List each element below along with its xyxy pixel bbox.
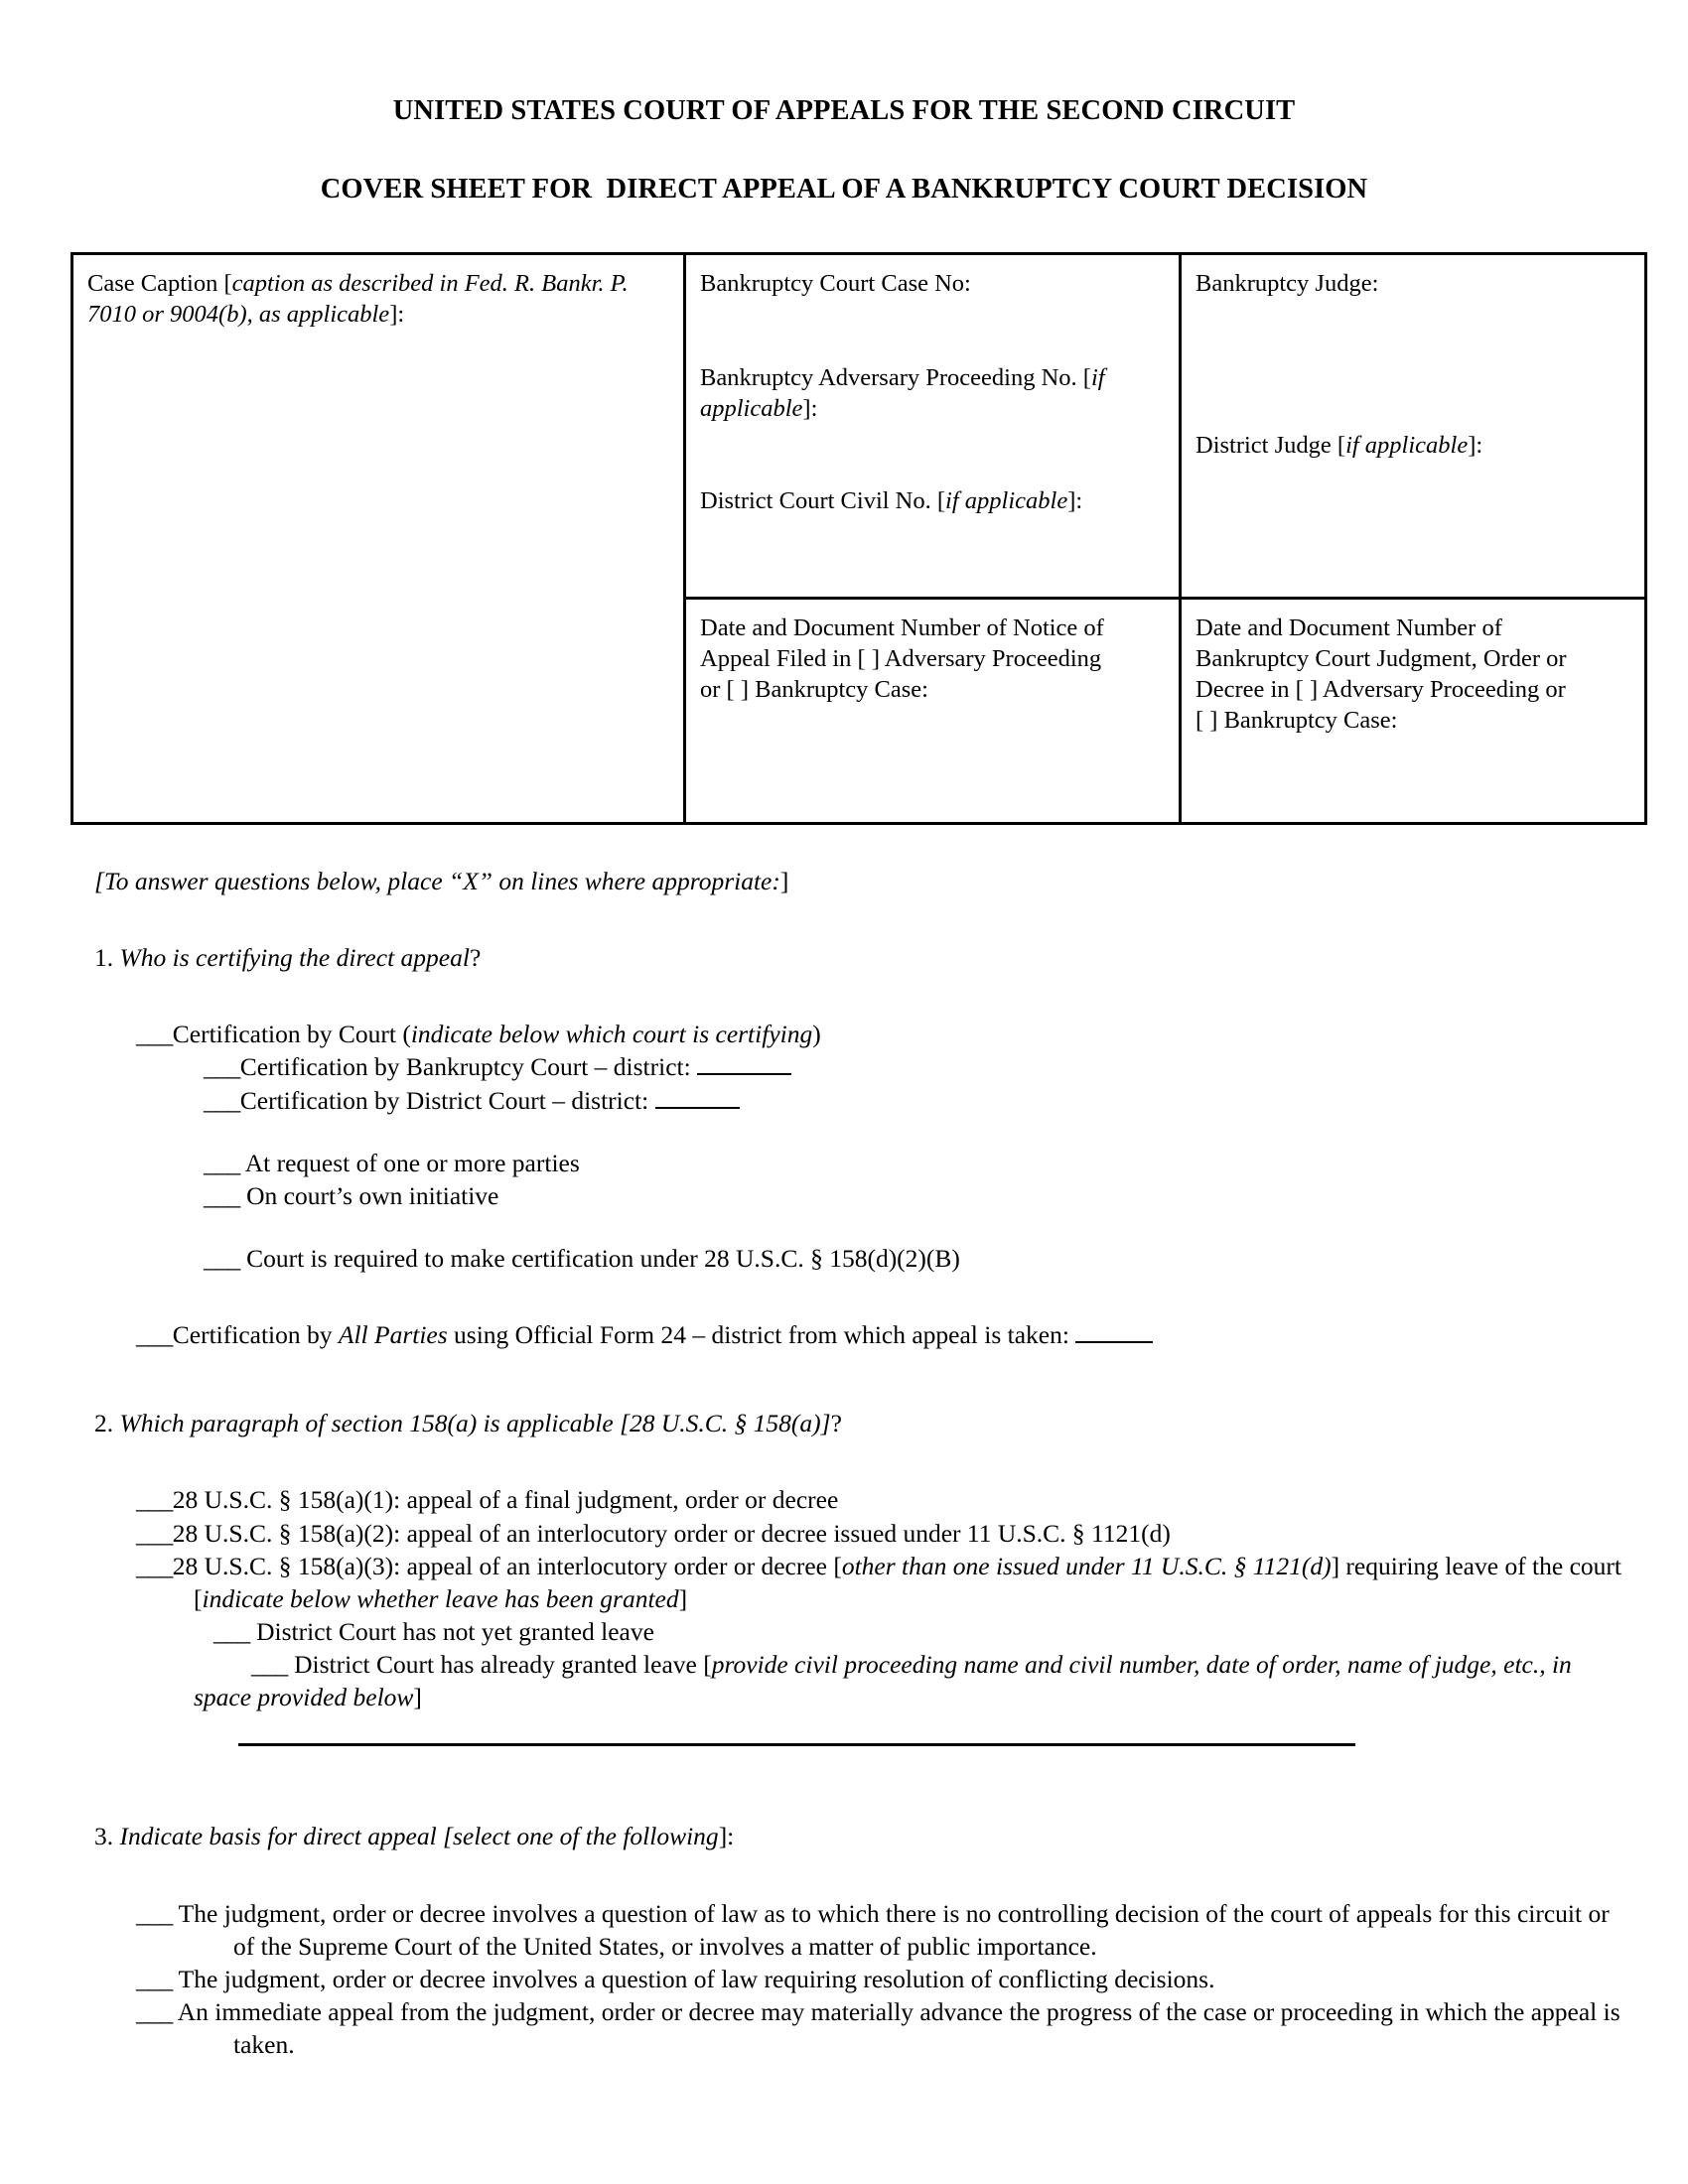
district-judge-italic: if applicable — [1345, 431, 1469, 459]
cert-bankruptcy-text: Certification by Bankruptcy Court – district: — [239, 1052, 691, 1082]
bankruptcy-case-no-label: Bankruptcy Court Case No: — [700, 270, 971, 297]
basis-1-blank[interactable]: ___ — [136, 1898, 173, 1928]
option-own-initiative[interactable] — [94, 1179, 1628, 1212]
title-block — [0, 0, 1688, 205]
spacer — [94, 1212, 1628, 1242]
cell-notice-of-appeal[interactable] — [685, 599, 1181, 824]
already-granted-tail: ] — [413, 1683, 422, 1712]
case-caption-table — [70, 252, 1647, 825]
form-body — [0, 825, 1688, 2061]
q3-number: 3. — [94, 1822, 120, 1851]
question-1-heading — [94, 941, 1628, 974]
own-initiative-blank[interactable]: ___ — [204, 1180, 240, 1210]
option-basis-3[interactable] — [94, 1995, 1628, 2061]
at-request-text: At request of one or more parties — [244, 1148, 580, 1177]
adversary-proceeding-no-label — [700, 363, 1167, 425]
already-granted-blank[interactable]: ___ — [251, 1650, 288, 1680]
q2-tail: ? — [830, 1409, 842, 1438]
adversary-italic: if applicable — [700, 363, 1105, 422]
at-request-blank[interactable]: ___ — [204, 1148, 240, 1177]
cell-judges[interactable] — [1181, 254, 1646, 599]
option-at-request-of-parties[interactable] — [94, 1147, 1628, 1179]
cert-bankruptcy-blank[interactable]: ___ — [204, 1052, 240, 1082]
option-certification-district-court[interactable] — [94, 1084, 1628, 1117]
cert-by-court-tail: ) — [812, 1020, 821, 1049]
option-basis-2[interactable] — [94, 1963, 1628, 1995]
basis-3-blank[interactable]: ___ — [136, 1996, 173, 2026]
cert-district-blank[interactable]: ___ — [204, 1085, 240, 1115]
cert-all-parties-blank[interactable]: ___ — [136, 1320, 173, 1350]
q1-tail: ? — [469, 943, 482, 973]
cert-by-court-blank[interactable]: ___ — [136, 1020, 173, 1049]
case-caption-label-tail: ]: — [389, 300, 405, 328]
basis-2-text: The judgment, order or decree involves a question of law requiring resolution of conflicting decisions. — [178, 1964, 1215, 1993]
case-caption-label-lead: Case Caption [ — [87, 270, 232, 297]
basis-3-text: An immediate appeal from the judgment, order or decree may materially advance the progress of the case or proceeding in which the appeal is taken. — [177, 1996, 1620, 2060]
option-certification-bankruptcy-court[interactable] — [94, 1050, 1628, 1083]
item-158a3-blank[interactable]: ___ — [136, 1551, 173, 1580]
judgment-line-3: Decree in [ ] Adversary Proceeding or — [1196, 675, 1566, 703]
option-158a1[interactable] — [94, 1483, 1628, 1516]
question-2-heading — [94, 1407, 1628, 1439]
item-158a3-mid: ] requiring leave of the court [ — [194, 1551, 1621, 1613]
q3-tail: ]: — [718, 1822, 735, 1851]
judgment-line-4: [ ] Bankruptcy Case: — [1196, 706, 1398, 734]
district-judge-tail: ]: — [1468, 431, 1483, 459]
spacer — [94, 897, 1628, 941]
item-158a3-lead: 28 U.S.C. § 158(a)(3): appeal of an interlocutory order or decree [ — [172, 1551, 842, 1580]
spacer — [94, 1117, 1628, 1147]
basis-2-blank[interactable]: ___ — [136, 1964, 173, 1993]
table-row — [72, 254, 1646, 599]
item-158a1-text: 28 U.S.C. § 158(a)(1): appeal of a final judgment, order or decree — [172, 1485, 839, 1515]
spacer — [94, 974, 1628, 1018]
spacer — [700, 300, 1167, 363]
spacer — [94, 1802, 1628, 1820]
instruction-line — [94, 865, 1628, 897]
district-civil-italic: if applicable — [945, 486, 1068, 514]
item-158a3-italic-2: indicate below whether leave has been granted — [202, 1583, 679, 1613]
item-158a3-tail: ] — [678, 1583, 688, 1613]
cert-district-district-blank[interactable] — [655, 1091, 740, 1109]
q2-italic: Which paragraph of section 158(a) is applicable [28 U.S.C. § 158(a)] — [119, 1409, 831, 1438]
cert-by-court-italic: indicate below which court is certifying — [410, 1020, 813, 1049]
option-158a2[interactable] — [94, 1517, 1628, 1550]
cert-district-text: Certification by District Court – district: — [239, 1085, 649, 1115]
instruction-italic: [To answer questions below, place “X” on lines where appropriate: — [94, 867, 780, 895]
notice-line-3: or [ ] Bankruptcy Case: — [700, 675, 928, 703]
spacer — [94, 1275, 1628, 1318]
spacer — [94, 1853, 1628, 1897]
option-leave-not-yet-granted[interactable] — [94, 1615, 1628, 1648]
district-civil-no-label — [700, 486, 1167, 517]
cell-case-numbers[interactable] — [685, 254, 1181, 599]
cert-all-parties-tail: using Official Form 24 – district from which appeal is taken: — [447, 1320, 1069, 1350]
item-158a1-blank[interactable]: ___ — [136, 1485, 173, 1515]
instruction-tail: ] — [779, 867, 789, 895]
cert-all-parties-lead: Certification by — [172, 1320, 339, 1350]
page-subtitle: COVER SHEET FOR DIRECT APPEAL OF A BANKRUPTCY COURT DECISION — [320, 174, 1368, 205]
district-judge-label — [1196, 431, 1632, 462]
option-158a3[interactable] — [94, 1550, 1628, 1615]
spacer — [1196, 300, 1632, 431]
notice-line-2: Appeal Filed in [ ] Adversary Proceeding — [700, 644, 1102, 672]
item-158a2-text: 28 U.S.C. § 158(a)(2): appeal of an interlocutory order or decree issued under 11 U.S.C. § 1121(d) — [172, 1518, 1171, 1548]
item-158a2-blank[interactable]: ___ — [136, 1518, 173, 1548]
spacer — [700, 425, 1167, 486]
basis-1-text: The judgment, order or decree involves a question of law as to which there is no controlling decision of the court of appeals for this circuit or of the Supreme Court of the United States, or involves a matter of public importance. — [178, 1898, 1610, 1961]
not-yet-granted-blank[interactable]: ___ — [213, 1616, 250, 1646]
own-initiative-text: On court’s own initiative — [246, 1180, 499, 1210]
caption-table-container — [70, 205, 1618, 825]
spacer — [94, 1439, 1628, 1483]
not-yet-granted-text: District Court has not yet granted leave — [256, 1616, 654, 1646]
question-3-heading — [94, 1820, 1628, 1852]
district-judge-lead: District Judge [ — [1196, 431, 1346, 459]
option-leave-already-granted[interactable] — [94, 1648, 1628, 1713]
required-cert-text: Court is required to make certification under 28 U.S.C. § 158(d)(2)(B) — [246, 1243, 960, 1273]
option-required-certification[interactable] — [94, 1242, 1628, 1275]
cert-by-court-lead: Certification by Court ( — [172, 1020, 411, 1049]
page-title: UNITED STATES COURT OF APPEALS FOR THE SECOND CIRCUIT — [392, 95, 1296, 126]
adversary-tail: ]: — [802, 394, 818, 422]
option-basis-1[interactable] — [94, 1897, 1628, 1963]
q1-italic: Who is certifying the direct appeal — [119, 943, 470, 973]
required-cert-blank[interactable]: ___ — [204, 1243, 240, 1273]
cell-case-caption[interactable] — [72, 254, 685, 824]
q1-number: 1. — [94, 943, 120, 973]
option-certification-all-parties[interactable] — [94, 1318, 1628, 1351]
already-granted-lead: District Court has already granted leave [ — [294, 1650, 712, 1680]
spacer — [94, 1351, 1628, 1407]
district-civil-lead: District Court Civil No. [ — [700, 486, 946, 514]
q3-italic-lead: Indicate basis for direct appeal [ — [119, 1822, 453, 1851]
cell-judgment-order[interactable] — [1181, 599, 1646, 824]
judgment-line-2: Bankruptcy Court Judgment, Order or — [1196, 644, 1567, 672]
already-granted-italic: provide civil proceeding name and civil number, date of order, name of judge, etc., in space provided below — [194, 1650, 1572, 1712]
item-158a3-italic-1: other than one issued under 11 U.S.C. § 1121(d) — [841, 1551, 1332, 1580]
cert-all-parties-italic: All Parties — [338, 1320, 448, 1350]
cert-all-parties-district-blank[interactable] — [1075, 1325, 1153, 1343]
adversary-lead: Bankruptcy Adversary Proceeding No. [ — [700, 363, 1091, 391]
notice-line-1: Date and Document Number of Notice of — [700, 614, 1104, 641]
cert-bankruptcy-district-blank[interactable] — [697, 1057, 791, 1075]
case-caption-label-italic: caption as described in Fed. R. Bankr. P. 7010 or 9004(b), as applicable — [87, 270, 629, 328]
judgment-line-1: Date and Document Number of — [1196, 614, 1502, 641]
q3-italic-inner: select one of the following — [452, 1822, 719, 1851]
option-certification-by-court[interactable] — [94, 1018, 1628, 1050]
q2-number: 2. — [94, 1409, 120, 1438]
spacer — [94, 1746, 1628, 1802]
district-civil-tail: ]: — [1067, 486, 1083, 514]
bankruptcy-judge-label: Bankruptcy Judge: — [1196, 270, 1379, 297]
